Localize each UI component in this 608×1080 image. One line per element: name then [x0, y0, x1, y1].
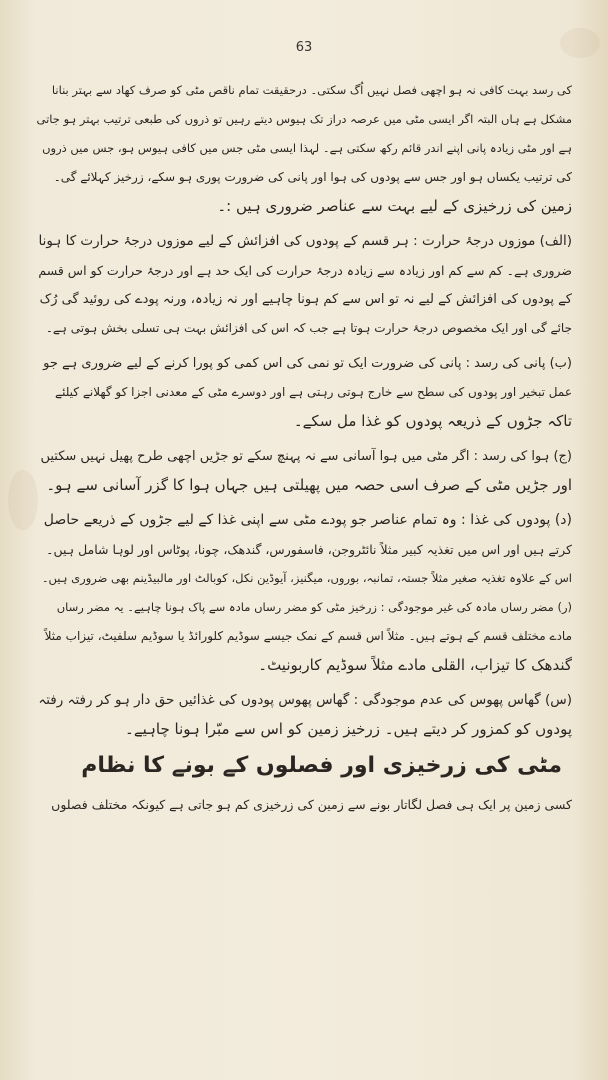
text-line: عمل تبخیر اور پودوں کی سطح سے خارج ہوتی رہتی ہے اور دوسرے مٹی کے معدنی اجزا کو گھلانے کیلئے [55, 385, 572, 399]
text-line: (س) گھاس پھوس کی عدم موجودگی : گھاس پھوس پودوں کی غذائیں حق دار ہو کر رفتہ رفتہ [38, 692, 572, 708]
body-text [36, 76, 572, 819]
text-line: زمین کی زرخیزی کے لیے بہت سے عناصر ضروری ہیں :۔ [217, 197, 572, 215]
text-line: گندھک کا تیزاب، القلی مادے مثلاً سوڈیم کاربونیٹ۔ [258, 656, 572, 674]
section-heading: مٹی کی زرخیزی اور فصلوں کے بونے کا نظام [81, 753, 562, 778]
text-line: کے پودوں کی افزائش کے لیے نہ تو اس سے کم ہونا چاہیے اور نہ زیادہ، ورنہ پودے کی روئید گی رُک [39, 292, 572, 307]
text-line: پودوں کو کمزور کر دیتے ہیں۔ زرخیز زمین کو اس سے مبّرا ہونا چاہیے۔ [125, 720, 572, 738]
text-line: کی ترتیب یکساں ہو اور جس سے پودوں کی ہوا اور پانی کی ضرورت پوری ہو سکے، زرخیز کہلائے گی۔ [53, 170, 572, 184]
text-line: (الف) موزوں درجۂ حرارت : ہر قسم کے پودوں کی افزائش کے لیے موزوں درجۂ حرارت کا ہونا [38, 233, 572, 249]
text-line: مشکل ہے ہاں البتہ اگر ایسی مٹی میں عرصہ دراز تک ہیوس دیتے رہیں تو ذروں کی طبعی ترتیب بہتر ہو جاتی [36, 112, 572, 126]
page-number: 63 [295, 40, 313, 55]
text-line: (ب) پانی کی رسد : پانی کی ضرورت ایک تو نمی کی اس کمی کو پورا کرنے کے لیے ضروری ہے جو [43, 356, 572, 371]
text-line: کرتے ہیں اور اس میں تغذیہ کبیر مثلاً نائٹروجن، فاسفورس، گندھک، چونا، پوٹاس اور لوہا شامل ہیں۔ [46, 542, 572, 557]
text-line: کی رسد بہت کافی نہ ہو اچھی فصل نہیں اُگ سکتی۔ درحقیقت تمام ناقص مٹی کو صرف کھاد سے بہتر بنانا [51, 83, 572, 97]
text-line: ضروری ہے۔ کم سے کم اور زیادہ سے زیادہ درجۂ حرارت کی ایک حد ہے اور درجۂ حرارت کو اس قسم [38, 263, 572, 278]
text-line: کسی زمین پر ایک ہی فصل لگاتار بونے سے زمین کی زرخیزی کم ہو جاتی ہے کیونکہ مختلف فصلوں [51, 797, 572, 812]
text-line: (ر) مضر رساں مادہ کی غیر موجودگی : زرخیز مٹی کو مضر رساں مادہ سے پاک ہونا چاہیے۔ یہ مضر رساں [56, 600, 572, 614]
text-line: مادے مختلف قسم کے ہوتے ہیں۔ مثلاً اس قسم کے نمک جیسے سوڈیم کلورائڈ یا سوڈیم سلفیٹ، تیزاب مثلاً [44, 629, 572, 643]
paper-stain [8, 470, 38, 530]
text-line: (ج) ہوا کی رسد : اگر مٹی میں ہوا آسانی سے نہ پہنچ سکے تو جڑیں اچھی طرح پھیل نہیں سکتیں [40, 449, 572, 464]
text-line: (د) پودوں کی غذا : وہ تمام عناصر جو پودے مٹی سے اپنی غذا کے لیے جڑوں کے ذریعے حاصل [43, 512, 572, 528]
text-line: اور جڑیں مٹی کے صرف اسی حصہ میں پھیلتی ہیں جہاں ہوا کا گزر آسانی سے ہو۔ [46, 476, 572, 494]
text-line: جائے گی اور ایک مخصوص درجۂ حرارت ہوتا ہے جب کہ اس کی افزائش بہت ہی تسلی بخش ہوتی ہے۔ [45, 321, 572, 335]
text-line: اس کے علاوہ تغذیہ صغیر مثلاً جستہ، تمانبہ، بوروں، میگنیز، آیوڈین نکل، کوبالٹ اور مالبیڈینم بھی ضروری ہیں۔ [41, 571, 572, 585]
text-line: تاکہ جڑوں کے ذریعہ پودوں کو غذا مل سکے۔ [293, 412, 572, 430]
text-line: ہے اور مٹی زیادہ پانی اپنے اندر قائم رکھ سکتی ہے۔ لہذا ایسی مٹی جس میں کافی ہیوس ہو، جس میں ذروں [42, 141, 572, 155]
